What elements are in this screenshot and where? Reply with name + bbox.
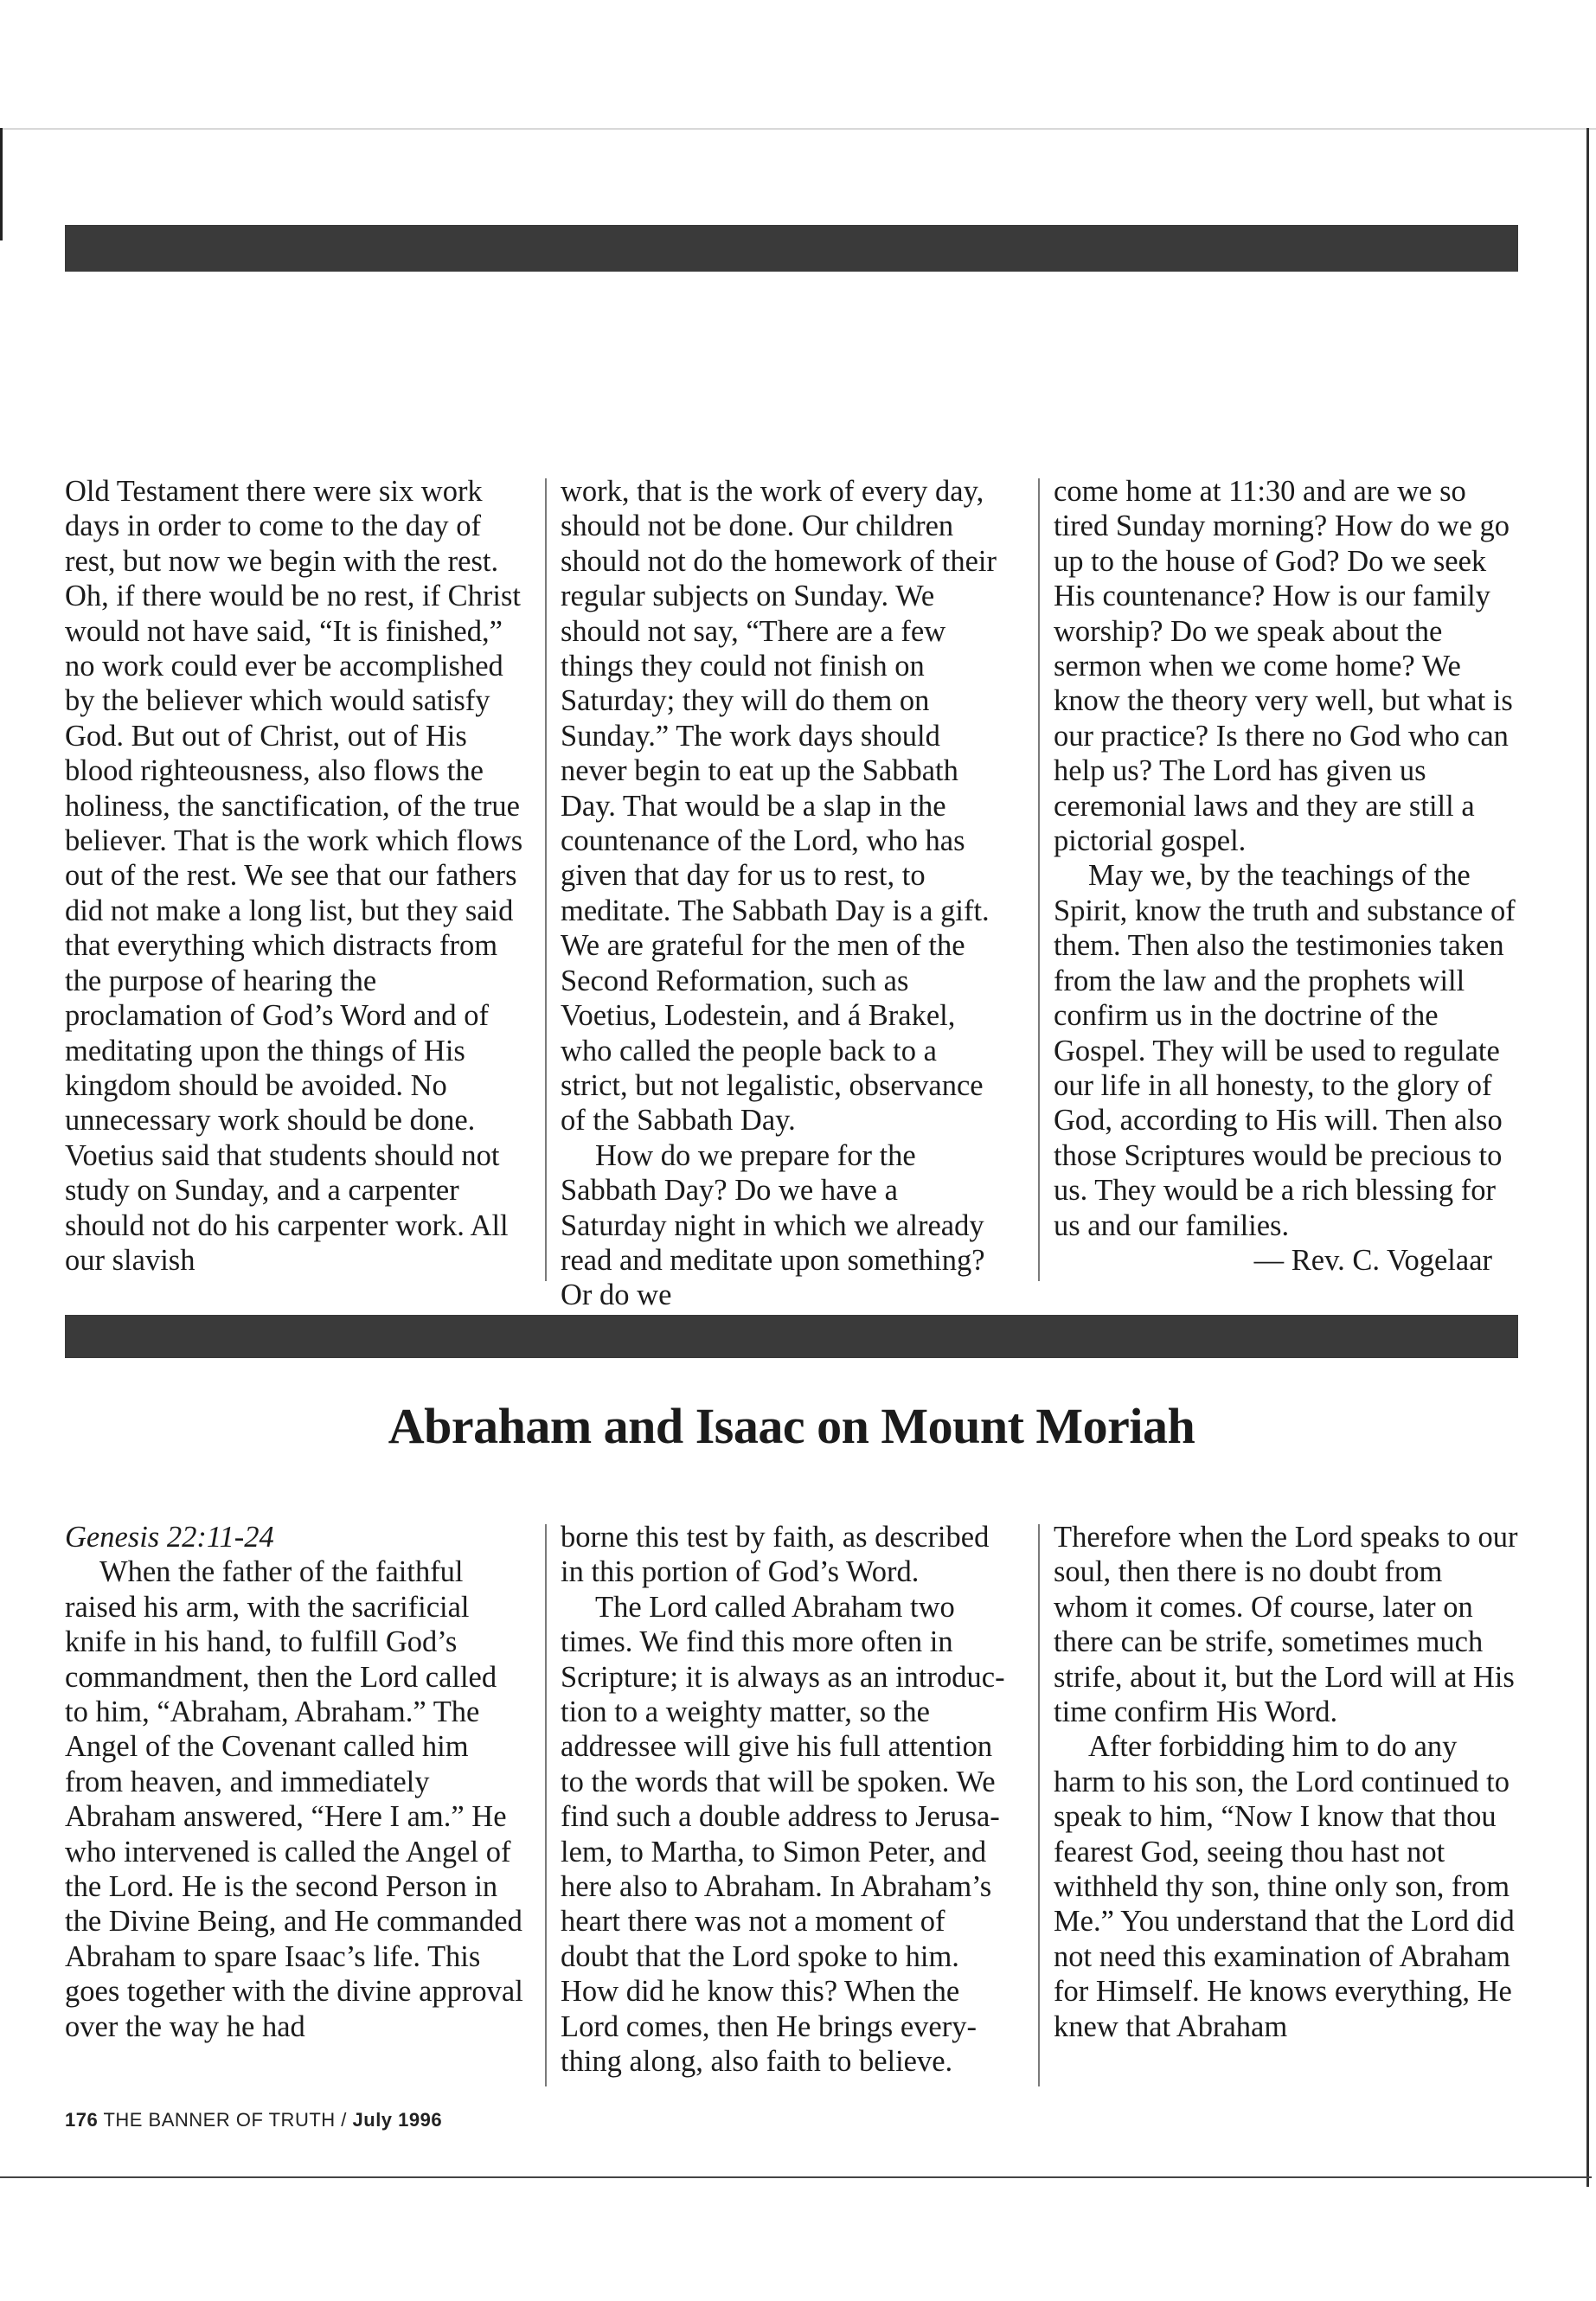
article1-column-3 xyxy=(1054,474,1518,1278)
column-rule-3 xyxy=(545,1524,547,2086)
middle-divider-bar xyxy=(65,1315,1518,1358)
article1-col1-paragraph-1: Old Testament there were six work days in order to come to the day of rest, but now we begin with the rest. Oh, if there would be no rest, if Christ would not have said, “It is finished,” no work could ever be accomplished by the believer which would satisfy God. But out of Christ, out of His blood righteousness, also flows the holiness, the sanctification, of the true believer. That is the work which flows out of the rest. We see that our fathers did not make a long list, but they said that everything which distracts from the purpose of hearing the proclamation of God’s Word and of meditating upon the things of His kingdom should be avoided. No unnecessary work should be done. Voetius said that students should not study on Sunday, and a carpenter should not do his carpenter work. All our slavish xyxy=(65,475,523,1277)
article2-col2-paragraph-2: The Lord called Abraham two times. We find this more often in Scripture; it is always as an introduction to a weighty matter, so the addressee will give his full attention to the words that will be spoken. We find such a double address to Jerusalem, to Martha, to Simon Peter, and here also to Abraham. In Abraham’s heart there was not a moment of doubt that the Lord spoke to him. How did he know this? When the Lord comes, then He brings everything along, also faith to believe. xyxy=(561,1590,1005,2079)
article2-title: Abraham and Isaac on Mount Moriah xyxy=(388,1398,1195,1454)
article1-col2-paragraph-2: How do we prepare for the Sabbath Day? Do we have a Saturday night in which we already read and meditate upon something? Or do we xyxy=(561,1138,985,1312)
article2-column-3 xyxy=(1054,1520,1518,2044)
article2-col2-paragraph-1: borne this test by faith, as described in this portion of God’s Word. xyxy=(561,1521,990,1589)
article2-col3-paragraph-1: Therefore when the Lord speaks to our soul, then there is no doubt from whom it comes. Of course, later on there can be strife, sometimes much strife, about it, but the Lord will at His time confirm His Word. xyxy=(1054,1521,1518,1729)
issue-date: July 1996 xyxy=(352,2109,443,2131)
scan-edge-top xyxy=(0,128,1596,130)
scripture-reference: Genesis 22:11-24 xyxy=(65,1521,274,1554)
article1-column-2 xyxy=(561,474,1010,1313)
article1-signature: — Rev. C. Vogelaar xyxy=(1253,1243,1492,1277)
article2-col3-paragraph-2: After forbidding him to do any harm to his son, the Lord continued to speak to him, “Now I know that thou fearest God, seeing thou hast not withheld thy son, thine only son, from Me.” You understand that the Lord did not need this examination of Abraham for Himself. He knows everything, He knew that Abraham xyxy=(1054,1730,1515,2043)
publication-name: THE BANNER OF TRUTH / xyxy=(103,2109,347,2131)
article1-col3-paragraph-1: come home at 11:30 and are we so tired Sunday morning? How do we go up to the house of God? Do we seek His countenance? How is our family worship? Do we speak about the sermon when we come home? We know the theory very well, but what is our practice? Is there no God who can help us? The Lord has given us ceremonial laws and they are still a pictorial gospel. xyxy=(1054,475,1513,858)
article2-column-1 xyxy=(65,1520,523,2044)
article2-column-2 xyxy=(561,1520,1010,2080)
scan-edge-bottom xyxy=(0,2176,1592,2178)
article1-col3-paragraph-2: May we, by the teachings of the Spirit, know the truth and substance of them. Then also the testimonies taken from the law and the prophets will confirm us in the doctrine of the Gospel. They will be used to regulate our life in all honesty, to the glory of God, according to His will. Then also those Scriptures would be precious to us. They would be a rich blessing for us and our families. xyxy=(1054,859,1516,1242)
article1-column-1 xyxy=(65,474,523,1278)
page-number: 176 xyxy=(65,2109,99,2131)
article1-col2-paragraph-1: work, that is the work of every day, should not be done. Our children should not do the homework of their regular subjects on Sunday. We should not say, “There are a few things they could not finish on Saturday; they will do them on Sunday.” The work days should never begin to eat up the Sabbath Day. That would be a slap in the countenance of the Lord, who has given that day for us to rest, to meditate. The Sabbath Day is a gift. We are grateful for the men of the Second Reformation, such as Voetius, Lodestein, and á Brakel, who called the people back to a strict, but not legalistic, observance of the Sabbath Day. xyxy=(561,475,997,1138)
column-rule-1 xyxy=(545,478,547,1281)
column-rule-4 xyxy=(1038,1524,1040,2086)
top-divider-bar xyxy=(65,225,1518,272)
scan-edge-left xyxy=(0,128,3,240)
article2-col1-paragraph-1: When the father of the faithful raised his arm, with the sacrificial knife in his hand, to fulfill God’s commandment, then the Lord called to him, “Abraham, Abraham.” The Angel of the Covenant called him from heaven, and immediately Abraham answered, “Here I am.” He who intervened is called the Angel of the Lord. He is the second Person in the Divine Being, and He commanded Abraham to spare Isaac’s life. This goes together with the divine approval over the way he had xyxy=(65,1555,523,2043)
column-rule-2 xyxy=(1038,478,1040,1281)
page-footer xyxy=(65,2109,442,2131)
scan-edge-right xyxy=(1586,128,1589,2187)
